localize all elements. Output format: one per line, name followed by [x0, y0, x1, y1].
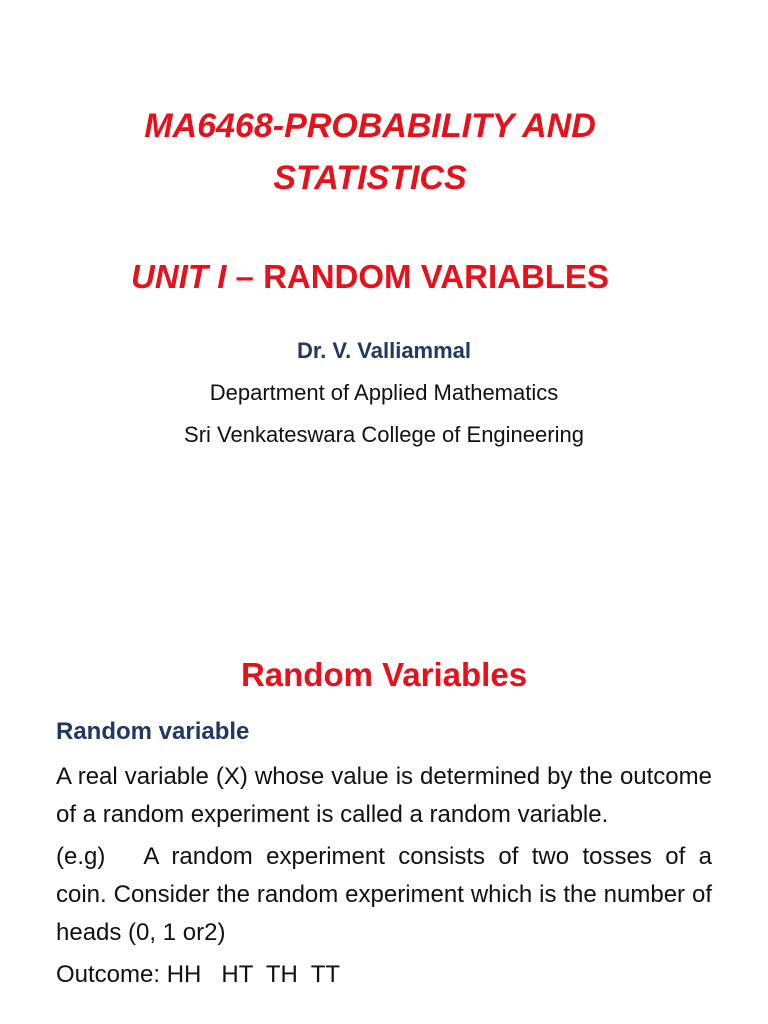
unit-label: UNIT I: [131, 258, 227, 295]
slide-body: [56, 758, 712, 998]
author-name: Dr. V. Valliammal: [296, 338, 472, 363]
definition-paragraph: A real variable (X) whose value is determined by the outcome of a random experiment is called a random variable.: [56, 763, 712, 828]
example-label: (e.g): [56, 843, 106, 870]
course-title-line1: MA6468-PROBABILITY AND: [144, 107, 596, 145]
unit-title: [0, 252, 740, 302]
course-title-line2: STATISTICS: [273, 159, 467, 197]
department-name: Department of Applied Mathematics: [209, 380, 559, 405]
unit-name: – RANDOM VARIABLES: [226, 258, 609, 295]
slide-title: Random Variables: [240, 656, 528, 693]
college-name: Sri Venkateswara College of Engineering: [184, 422, 584, 447]
content-slide: [0, 640, 768, 1024]
course-title: [0, 100, 740, 204]
section-heading: Random variable: [56, 718, 250, 745]
example-text: A random experiment consists of two tosses of a coin. Consider the random experiment which is the number of heads (0, 1 or2): [56, 843, 712, 946]
outcome-line: Outcome: HH HT TH TT: [56, 961, 341, 988]
example-paragraph: [56, 838, 712, 952]
